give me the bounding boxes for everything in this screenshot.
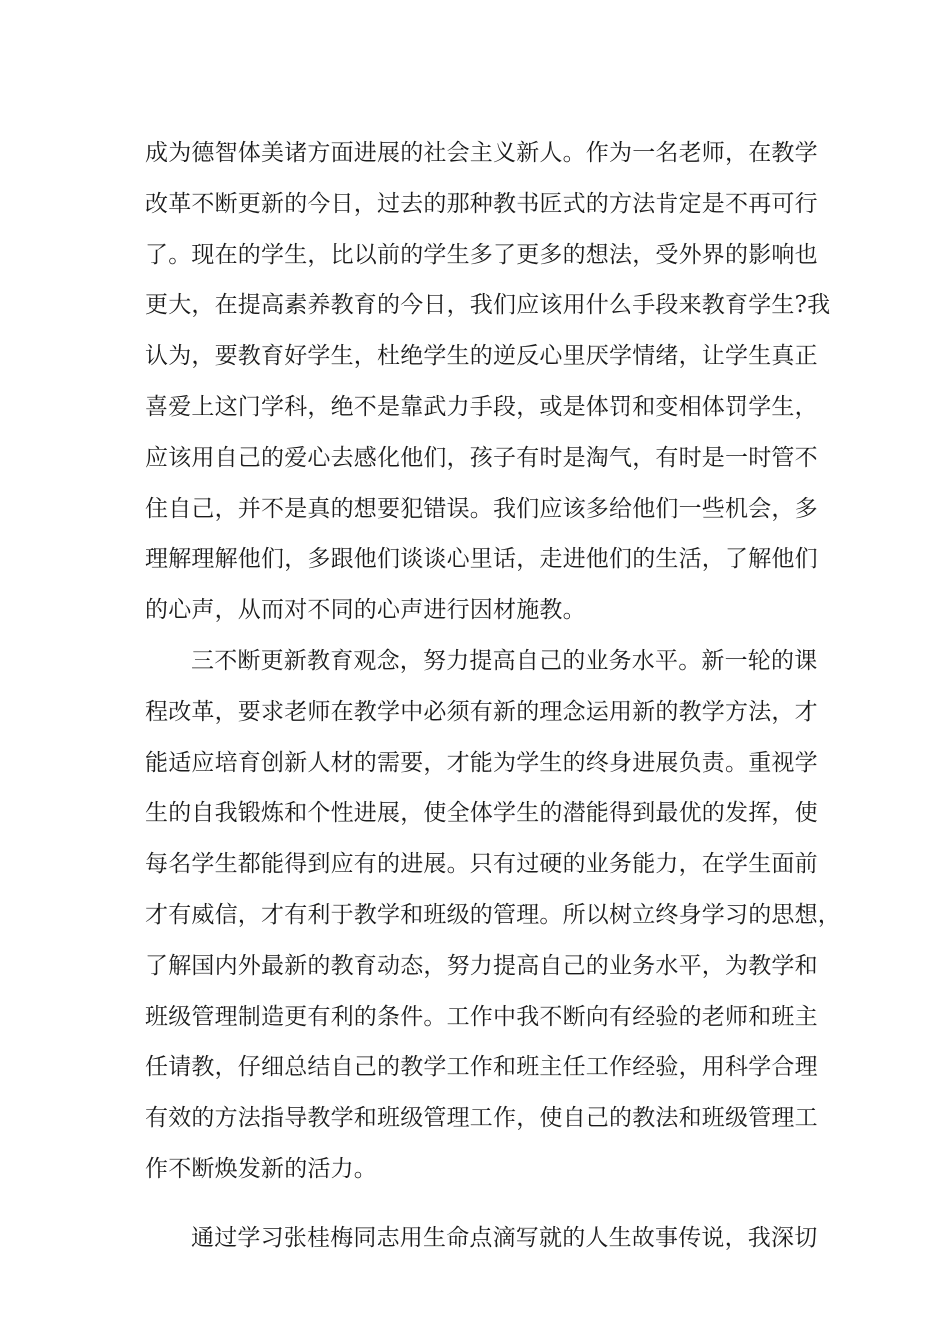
- text-line: 才有威信，才有利于教学和班级的管理。所以树立终身学习的思想，: [145, 901, 841, 928]
- paragraph-start-line: 三不断更新教育观念，努力提高自己的业务水平。新一轮的课: [191, 647, 818, 674]
- text-line: 任请教，仔细总结自己的教学工作和班主任工作经验，用科学合理: [145, 1054, 818, 1081]
- text-line: 喜爱上这门学科，绝不是靠武力手段，或是体罚和变相体罚学生，: [145, 393, 818, 420]
- text-line: 住自己，并不是真的想要犯错误。我们应该多给他们一些机会，多: [145, 495, 818, 522]
- text-line: 了。现在的学生，比以前的学生多了更多的想法，受外界的影响也: [145, 241, 818, 268]
- text-line: 更大，在提高素养教育的今日，我们应该用什么手段来教育学生?我: [145, 292, 831, 319]
- text-line: 改革不断更新的今日，过去的那种教书匠式的方法肯定是不再可行: [145, 190, 818, 217]
- text-line: 程改革，要求老师在教学中必须有新的理念运用新的教学方法，才: [145, 698, 818, 725]
- text-line: 认为，要教育好学生，杜绝学生的逆反心里厌学情绪，让学生真正: [145, 343, 818, 370]
- text-line: 能适应培育创新人材的需要，才能为学生的终身进展负责。重视学: [145, 749, 818, 776]
- text-line: 有效的方法指导教学和班级管理工作，使自己的教法和班级管理工: [145, 1105, 818, 1132]
- text-line: 理解理解他们，多跟他们谈谈心里话，走进他们的生活，了解他们: [145, 546, 818, 573]
- text-line: 成为德智体美诸方面进展的社会主义新人。作为一名老师，在教学: [145, 140, 818, 166]
- text-line: 作不断焕发新的活力。: [145, 1155, 377, 1182]
- text-line: 每名学生都能得到应有的进展。只有过硬的业务能力，在学生面前: [145, 851, 818, 878]
- paragraph-start-line: 通过学习张桂梅同志用生命点滴写就的人生故事传说，我深切: [191, 1224, 818, 1251]
- text-line: 的心声，从而对不同的心声进行因材施教。: [145, 597, 586, 624]
- text-line: 应该用自己的爱心去感化他们，孩子有时是淘气，有时是一时管不: [145, 444, 818, 471]
- paragraph-gap: [145, 1195, 825, 1213]
- body-text: [145, 128, 841, 1264]
- text-line: 了解国内外最新的教育动态，努力提高自己的业务水平，为教学和: [145, 952, 818, 979]
- text-line: 班级管理制造更有利的条件。工作中我不断向有经验的老师和班主: [145, 1003, 818, 1030]
- text-line: 生的自我锻炼和个性进展，使全体学生的潜能得到最优的发挥，使: [145, 800, 818, 827]
